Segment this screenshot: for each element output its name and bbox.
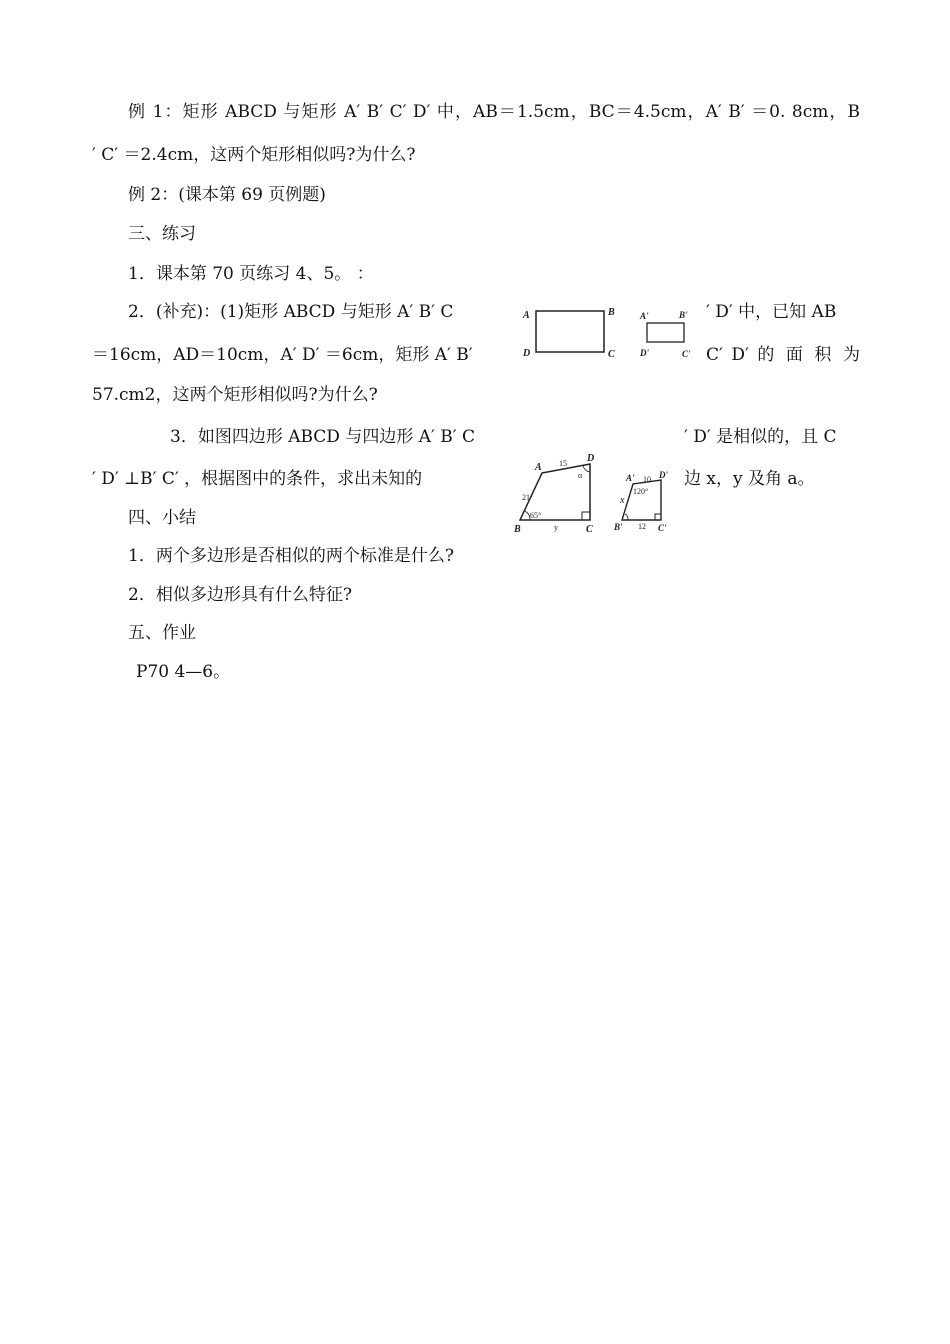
angle-arc-D [583,465,590,472]
label-C: C [586,524,593,535]
label-A-prime: A' [626,473,635,483]
label-C-prime: C' [658,523,667,533]
section-heading-summary: 四、小结 [128,508,196,528]
label-angle-B: 65° [530,511,542,520]
label-side-AD: 15 [559,459,567,468]
label-B-prime: B' [614,522,623,532]
label-D-prime: D' [640,348,649,358]
section-heading-practice: 三、练习 [128,224,196,244]
text-line-1: 例 1：矩形 ABCD 与矩形 A′ B′ C′ D′ 中，AB＝1.5cm，BC＝4.5cm，A′ B′ ＝0. 8cm，B [128,102,860,122]
label-C: C [608,349,615,360]
label-A-prime: A' [640,311,649,321]
text-line-practice-2a: 2．(补充)：(1)矩形 ABCD 与矩形 A′ B′ C [128,302,454,322]
label-D-prime: D' [659,470,668,480]
label-B: B [514,524,521,535]
rectangle-a1b1c1d1 [647,323,684,342]
text-line-3: 例 2：(课本第 69 页例题) [128,185,326,205]
text-line-practice-2c: ＝16cm，AD＝10cm，A′ D′ ＝6cm，矩形 A′ B′ [92,345,473,365]
figure-quadrilaterals [510,450,690,536]
text-line-practice-3c: ′ D′ ⊥B′ C′ ，根据图中的条件，求出未知的 [92,469,423,489]
label-A: A [535,462,542,473]
text-line-homework: P70 4—6。 [136,662,231,682]
label-C-prime: C' [682,349,691,359]
text-line-summary-2: 2．相似多边形具有什么特征? [128,585,352,605]
right-angle-mark-C [582,512,590,520]
label-side-AB: 21 [522,493,530,502]
section-heading-homework: 五、作业 [128,623,196,643]
label-side-BC-prime: 12 [638,522,646,531]
label-B: B [608,307,615,318]
text-line-practice-2d: C′ D′ 的 面 积 为 [706,345,860,365]
label-D: D [587,453,595,464]
text-line-practice-3d: 边 x，y 及角 a。 [684,469,815,489]
text-line-practice-2b: ′ D′ 中，已知 AB [706,302,837,322]
text-line-practice-3a: 3．如图四边形 ABCD 与四边形 A′ B′ C [170,427,476,447]
figure-rectangles [518,298,698,364]
label-angle-D: α [578,471,583,480]
rectangle-abcd [536,311,604,352]
angle-arc-B-prime [625,514,628,520]
label-side-BC: y [554,523,558,532]
label-angle-A-prime: 120° [633,487,649,496]
right-angle-mark-C-prime [655,514,661,520]
text-line-2: ′ C′ ＝2.4cm，这两个矩形相似吗?为什么? [92,145,416,165]
label-side-x: x [620,495,625,506]
label-B-prime: B' [679,310,688,320]
text-line-practice-1: 1．课本第 70 页练习 4、5。 ： [128,264,374,284]
label-side-AD-prime: 10 [643,475,651,484]
text-line-summary-1: 1．两个多边形是否相似的两个标准是什么? [128,546,454,566]
text-line-practice-3b: ′ D′ 是相似的，且 C [684,427,837,447]
label-D: D [523,348,531,359]
text-line-practice-2e: 57.cm2，这两个矩形相似吗?为什么? [92,385,378,405]
label-A: A [523,310,530,321]
